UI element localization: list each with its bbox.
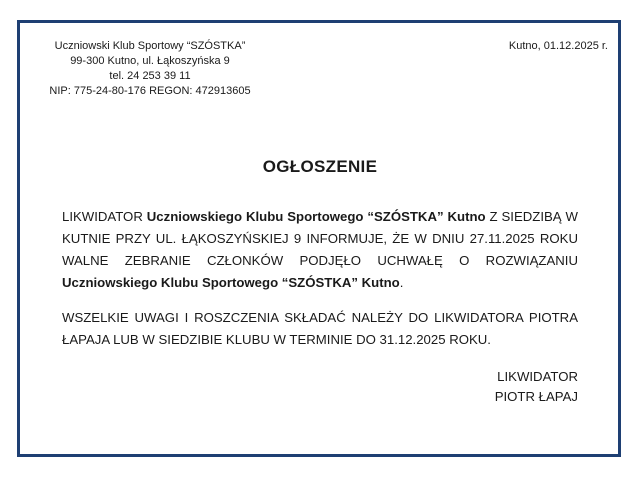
text: .	[399, 275, 404, 290]
claims-paragraph: WSZELKIE UWAGI I ROSZCZENIA SKŁADAĆ NALEŻY DO LIKWIDATORA PIOTRA ŁAPAJA LUB W SIEDZIBIE KLUBU W TERMINIE DO 31.12.2025 ROKU.	[62, 310, 578, 347]
signature-name: PIOTR ŁAPAJ	[494, 389, 578, 404]
document-title: OGŁOSZENIE	[262, 157, 378, 176]
announcement-paragraph	[62, 206, 578, 294]
signature-block	[495, 367, 578, 407]
organization-address	[30, 39, 270, 99]
text: Z SIEDZIBĄ W KUTNIE PRZY UL. ŁĄKOSZYŃSKIEJ 9 INFORMUJE, ŻE W DNIU 27.11.2025 ROKU WALNE ZEBRANIE CZŁONKÓW PODJĘŁO UCHWAŁĘ O ROZWIĄZANIU	[62, 209, 578, 268]
org-address: 99-300 Kutno, ul. Łąkoszyńska 9	[70, 55, 230, 67]
place-date: Kutno, 01.12.2025 r.	[508, 40, 608, 52]
signature-role: LIKWIDATOR	[497, 369, 578, 384]
club-name: Uczniowskiego Klubu Sportowego “SZÓSTKA” Kutno	[62, 275, 400, 290]
org-name: Uczniowski Klub Sportowy “SZÓSTKA”	[54, 40, 246, 52]
club-name: Uczniowskiego Klubu Sportowego “SZÓSTKA” Kutno	[146, 209, 486, 224]
text: LIKWIDATOR	[62, 209, 147, 224]
org-tax-ids: NIP: 775-24-80-176 REGON: 472913605	[49, 85, 251, 97]
org-phone: tel. 24 253 39 11	[109, 70, 191, 82]
